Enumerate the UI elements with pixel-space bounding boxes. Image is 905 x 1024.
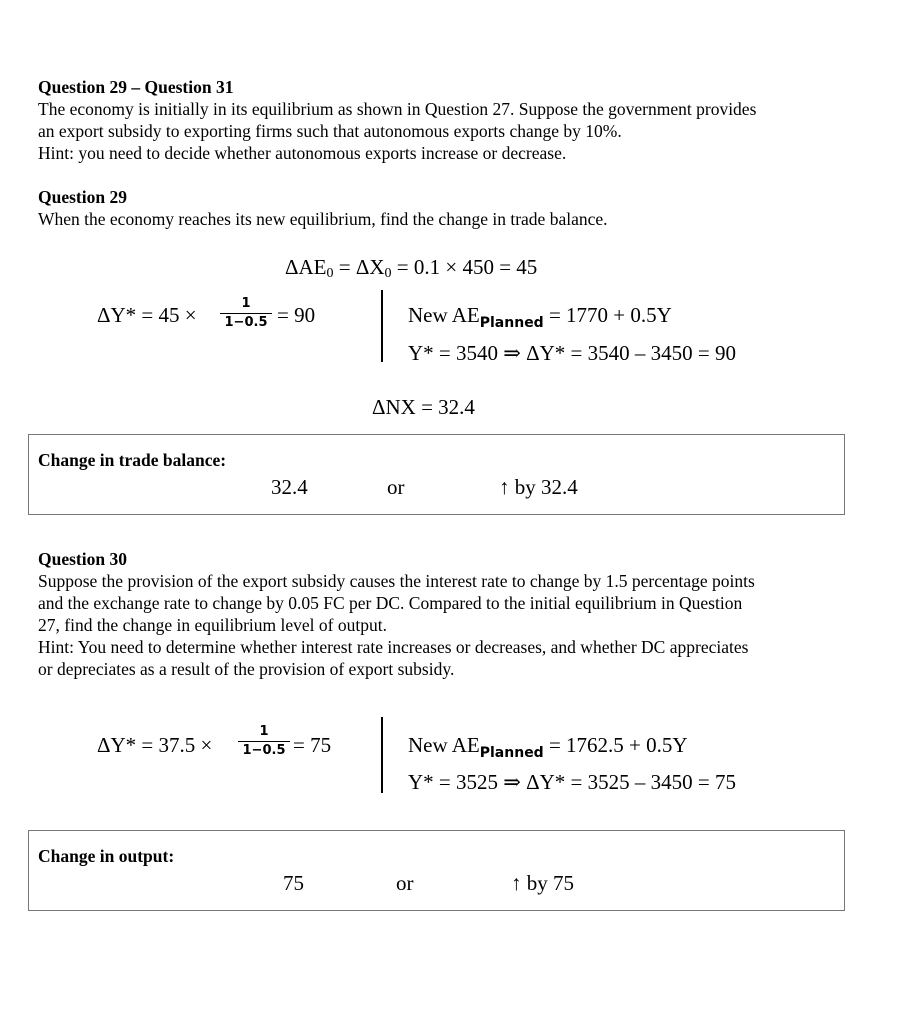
q29-frac-num: 1 <box>241 296 251 311</box>
q29-dy-right: = 90 <box>277 303 316 327</box>
q30-line-5: or depreciates as a result of the provision of export subsidy. <box>38 659 455 679</box>
q29-answer-direction: ↑ by 32.4 <box>499 475 578 499</box>
q29-heading: Question 29 <box>38 187 127 207</box>
q29-prompt: When the economy reaches its new equilibrium, find the change in trade balance. <box>38 209 608 229</box>
q30-multiplier-fraction <box>238 725 290 758</box>
q30-dy-left: ΔY* = 37.5 × <box>97 733 213 757</box>
q30-answer-value: 75 <box>283 871 304 895</box>
q30-frac-den: 1−0.5 <box>242 743 286 758</box>
q29-answer-value: 32.4 <box>271 475 308 499</box>
q30-frac-num: 1 <box>259 724 269 739</box>
q30-line-3: 27, find the change in equilibrium level of output. <box>38 615 387 635</box>
q29-dy-left: ΔY* = 45 × <box>97 303 197 327</box>
intro-heading: Question 29 – Question 31 <box>38 77 234 97</box>
q30-answer-box <box>28 830 845 911</box>
q29-answer-or: or <box>387 475 405 499</box>
intro-line-2: an export subsidy to exporting firms such that autonomous exports change by 10%. <box>38 121 622 141</box>
q30-line-2: and the exchange rate to change by 0.05 FC per DC. Compared to the initial equilibrium in Question <box>38 593 743 613</box>
q29-answer-box <box>28 434 845 515</box>
q30-line-1: Suppose the provision of the export subsidy causes the interest rate to change by 1.5 percentage points <box>38 571 755 591</box>
q29-new-ae: New $AE_{Planned} = 1770 + 0.5Y$ <box>408 303 672 331</box>
q29-ystar-line: Y* = 3540 ⇒ ΔY* = 3540 – 3450 = 90 <box>408 341 736 365</box>
q30-dy-right: = 75 <box>293 733 332 757</box>
q29-nx-line: ΔNX = 32.4 <box>372 395 475 419</box>
q30-divider <box>381 717 383 793</box>
q30-answer-or: or <box>396 871 414 895</box>
q30-answer-label: Change in output: <box>38 846 175 866</box>
q30-answer-direction: ↑ by 75 <box>511 871 574 895</box>
q29-answer-label: Change in trade balance: <box>38 450 227 470</box>
q29-frac-den: 1−0.5 <box>224 315 268 330</box>
q29-multiplier-fraction <box>220 297 272 330</box>
q30-new-ae: New $AE_{Planned} = 1762.5 + 0.5Y$ <box>408 733 688 761</box>
q29-ae-equation: $\Delta AE_0 = \Delta X_0 = 0.1 \times 450 = 45$ <box>285 255 538 281</box>
intro-line-1: The economy is initially in its equilibrium as shown in Question 27. Suppose the government provides <box>38 99 757 119</box>
q30-ystar-line: Y* = 3525 ⇒ ΔY* = 3525 – 3450 = 75 <box>408 770 736 794</box>
intro-line-3: Hint: you need to decide whether autonomous exports increase or decrease. <box>38 143 567 163</box>
q29-divider <box>381 290 383 362</box>
q30-heading: Question 30 <box>38 549 127 569</box>
q30-line-4: Hint: You need to determine whether interest rate increases or decreases, and whether DC appreciates <box>38 637 749 657</box>
